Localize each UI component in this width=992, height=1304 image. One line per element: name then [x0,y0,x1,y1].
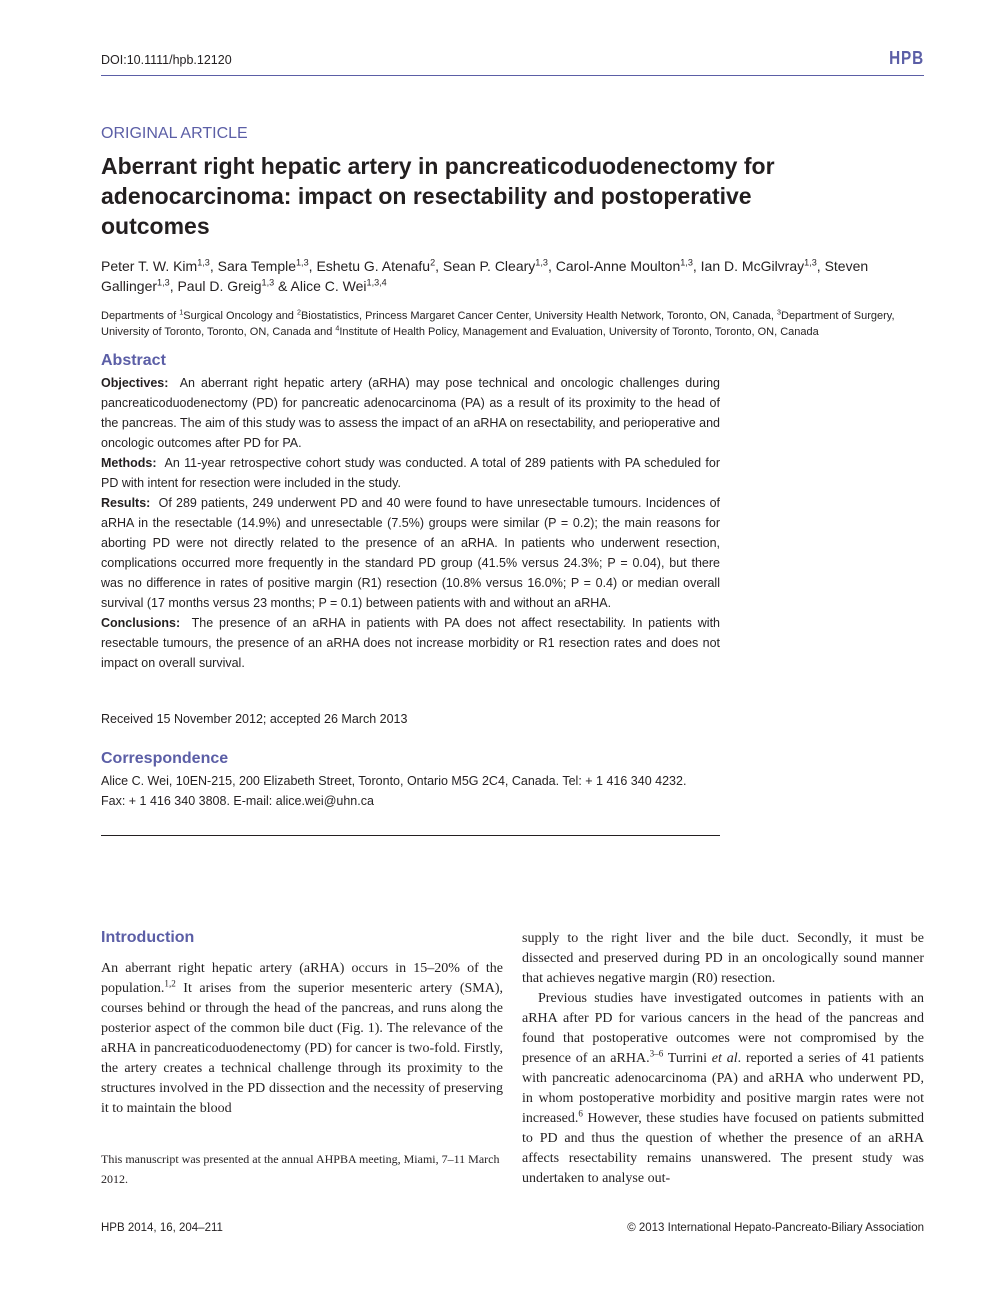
author: Eshetu G. Atenafu$^2$ [316,257,436,274]
author: Ian D. McGilvray$^{1,3}$ [700,257,817,274]
author-list: Peter T. W. Kim$^{1,3}$, Sara Temple$^{1,3}$, Eshetu G. Atenafu$^2$, Sean P. Cleary$^{1,3}$, Carol-Anne Moulton$^{1,3}$, Ian D. McGilvray$^{1,3}$, Steven Gallinger$^{1,3}$, Paul D. Greig$^{1,3}$ & Alice C. Wei$^{1,3,4}$ [101,257,869,294]
author: Sean P. Cleary$^{1,3}$ [442,257,548,274]
intro-column-right [522,929,924,1189]
affil-1: Surgical Oncology and [183,310,297,322]
section-label: ORIGINAL ARTICLE [101,125,248,142]
conclusions-text: The presence of an aRHA in patients with PA does not affect resectability. In patients with resectable tumours, the presence of an aRHA does not increase morbidity or R1 resection rates and does not impact on overall survival. [101,616,720,670]
correspondence-body [101,771,721,811]
intro-p1b: It arises from the superior mesenteric artery (SMA), courses behind or through the head of the pancreas, and runs along the posterior aspect of the common bile duct (Fig. 1). The relevance of the aRHA in pancreaticoduodenectomy (PD) for cancer is two-fold. Firstly, the artery creates a technical challenge through its proximity to the structures involved in the PD dissection and the necessity of preserving it to maintain the blood [101,981,503,1116]
affiliations: Departments of $^1$Surgical Oncology and $^2$Biostatistics, Princess Margaret Cancer Center, University Health Network, Toronto, ON, Canada, $^3$Department of Surgery, University of Toronto, Toronto, ON, Canada and $^4$Institute of Health Policy, Management and Evaluation, University of Toronto, Toronto, ON, Canada [101,308,895,338]
author-affiliation-ref: 1,3 [157,277,170,288]
ref: 6 [578,1108,583,1119]
footer-citation: HPB 2014, 16, 204–211 [101,1222,223,1234]
correspondence-heading: Correspondence [101,750,229,767]
abstract-methods [101,453,720,493]
intro-p1a: An aberrant right hepatic artery (aRHA) occurs in 15–20% of the population. [101,961,503,996]
methods-label: Methods: [101,456,157,470]
objectives-text: An aberrant right hepatic artery (aRHA) may pose technical and oncologic challenges during pancreaticoduodenectomy (PD) for pancreatic adenocarcinoma (PA) as a result of its proximity to the head of the pancreas. The aim of this study was to assess the impact of an aRHA on resectability, and perioperative and oncologic outcomes after PD for PA. [101,376,720,450]
correspondence-line1: Alice C. Wei, 10EN-215, 200 Elizabeth Street, Toronto, Ontario M5G 2C4, Canada. Tel: + 1 416 340 4232. [101,774,687,788]
footer-copyright: © 2013 International Hepato-Pancreato-Biliary Association [627,1222,924,1234]
intro-p2c: . reported a series of 41 patients with pancreatic adenocarcinoma (PA) and aRHA who underwent PD, in whom postoperative morbidity and positive margin rates were not increased. [522,1051,924,1126]
affil-3: Department of Surgery, University of Toronto, Toronto, ON, Canada and [101,310,895,338]
abstract-conclusions [101,613,720,673]
intro-p2d: However, these studies have focused on patients submitted to PD and thus the question of whether the presence of an aRHA affects resectability remains unanswered. The present study was undertaken to analyse out- [522,1111,924,1186]
author: Alice C. Wei$^{1,3,4}$ [290,277,387,294]
author-affiliation-ref: 2 [430,257,436,268]
footnote: This manuscript was presented at the annual AHPBA meeting, Miami, 7–11 March 2012. [101,1152,500,1186]
author: Paul D. Greig$^{1,3}$ [177,277,275,294]
journal-name: HPB [889,48,924,68]
ref: 3–6 [649,1048,664,1059]
introduction-heading: Introduction [101,929,195,946]
abstract-heading: Abstract [101,352,166,369]
author: Carol-Anne Moulton$^{1,3}$ [555,257,693,274]
received-dates: Received 15 November 2012; accepted 26 March 2013 [101,712,408,726]
author-affiliation-ref: 1,3 [296,257,309,268]
intro-paragraph-1-cont: supply to the right liver and the bile duct. Secondly, it must be dissected and preserved during PD in an oncologically sound manner that achieves negative margin (R0) resection. [522,931,924,986]
intro-paragraph-1 [101,959,503,1119]
et-al: et al [711,1051,738,1066]
author-affiliation-ref: 1,3 [197,257,210,268]
ref: 1,2 [164,978,176,989]
doi: DOI:10.1111/hpb.12120 [101,53,232,67]
objectives-label: Objectives: [101,376,169,390]
abstract-body [101,373,720,673]
conclusions-label: Conclusions: [101,616,181,630]
affil-prefix: Departments of [101,310,180,322]
affil-2: Biostatistics, Princess Margaret Cancer Center, University Health Network, Toronto, ON, Canada, [300,310,778,322]
header-rule [101,75,924,76]
methods-text: An 11-year retrospective cohort study was conducted. A total of 289 patients with PA scheduled for PD with intent for resection were included in the study. [101,456,720,490]
author-affiliation-ref: 1,3 [804,257,817,268]
intro-column-left [101,959,503,1119]
results-text: Of 289 patients, 249 underwent PD and 40 were found to have unresectable tumours. Incidences of aRHA in the resectable (14.9%) and unresectable (7.5%) groups were similar (P = 0.2); the main reasons for aborting PD were not directly related to the presence of an aRHA. In patients who underwent resection, complications occurred more frequently in the standard PD group (41.5% versus 24.3%; P = 0.04), but there was no difference in rates of positive margin (R1) resection (10.8% versus 16.0%; P = 0.4) or median overall survival (17 months versus 23 months; P = 0.1) between patients with and without an aRHA. [101,496,720,610]
author-affiliation-ref: 1,3,4 [366,277,387,288]
author: Sara Temple$^{1,3}$ [217,257,309,274]
correspondence-line2: Fax: + 1 416 340 3808. E-mail: alice.wei@uhn.ca [101,794,374,808]
affil-4: Institute of Health Policy, Management and Evaluation, University of Toronto, Toronto, ON, Canada [339,326,819,338]
intro-p2b: Turrini [663,1051,712,1066]
author: Peter T. W. Kim$^{1,3}$ [101,257,210,274]
author-affiliation-ref: 1,3 [261,277,275,288]
intro-p2a: Previous studies have investigated outcomes in patients with an aRHA after PD for various cancers in the head of the pancreas and found that postoperative outcomes were not compromised by the presence of an aRHA. [522,991,924,1066]
author: Steven Gallinger$^{1,3}$ [101,258,869,294]
author-affiliation-ref: 1,3 [680,257,693,268]
abstract-results [101,493,720,613]
results-label: Results: [101,496,151,510]
abstract-objectives [101,373,720,453]
author-affiliation-ref: 1,3 [535,257,548,268]
intro-paragraph-2 [522,989,924,1189]
divider [101,835,720,836]
article-title: Aberrant right hepatic artery in pancreaticoduodenectomy for adenocarcinoma: impact on resectability and postoperative outcomes [101,153,775,239]
